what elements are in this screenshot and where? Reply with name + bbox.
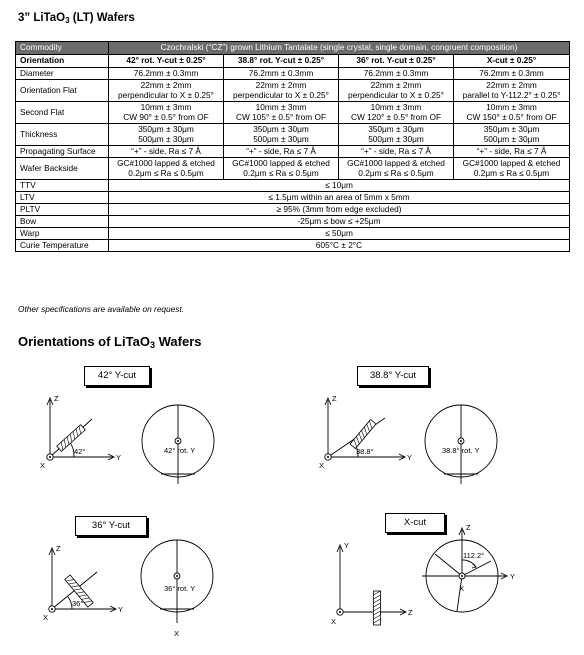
- orientation-row: [16, 55, 570, 68]
- row-label: Orientation: [16, 55, 109, 68]
- prop-cell: “+” - side, Ra ≤ 7 Å: [454, 146, 570, 158]
- thickness-row: [16, 124, 570, 146]
- row-label: Diameter: [16, 68, 109, 80]
- pltv-row: [16, 204, 570, 216]
- diagram-x-cut: [292, 510, 584, 650]
- warp-value: ≤ 50μm: [109, 228, 570, 240]
- row-label: Wafer Backside: [16, 158, 109, 180]
- commodity-row: [16, 42, 570, 55]
- diameter-cell: 76.2mm ± 0.3mm: [109, 68, 224, 80]
- wafers-title: 3” LiTaO$_3$ (LT) Wafers: [18, 12, 135, 25]
- axes-figure: [292, 360, 584, 495]
- thickness-cell: 350μm ± 30μm 500μm ± 30μm: [109, 124, 224, 146]
- diameter-cell: 76.2mm ± 0.3mm: [454, 68, 570, 80]
- second-flat-cell: 10mm ± 3mm CW 120° ± 0.5° from OF: [339, 102, 454, 124]
- wafer-z-label: Z: [466, 523, 471, 532]
- row-label: Warp: [16, 228, 109, 240]
- diagram-42-y-cut: [0, 360, 292, 495]
- x-label: X: [174, 629, 180, 638]
- second-flat-cell: 10mm ± 3mm CW 150° ± 0.5° from OF: [454, 102, 570, 124]
- orientation-cell: 38.8° rot. Y-cut ± 0.25°: [224, 55, 339, 68]
- flat-cell: 22mm ± 2mm perpendicular to X ± 0.25°: [224, 80, 339, 102]
- y-label: Y: [118, 605, 124, 614]
- warp-row: [16, 228, 570, 240]
- wafer-backside-row: [16, 158, 570, 180]
- bow-value: -25μm ≤ bow ≤ +25μm: [109, 216, 570, 228]
- ltv-row: [16, 192, 570, 204]
- wafer-x-label: X: [459, 584, 465, 593]
- orientation-flat-row: [16, 80, 570, 102]
- flat-cell: 22mm ± 2mm parallel to Y-112.2° ± 0.25°: [454, 80, 570, 102]
- thickness-cell: 350μm ± 30μm 500μm ± 30μm: [454, 124, 570, 146]
- backside-cell: GC#1000 lapped & etched 0.2μm ≤ Ra ≤ 0.5μm: [454, 158, 570, 180]
- angle-arrow-icon: [472, 564, 476, 568]
- row-label: Commodity: [16, 42, 109, 55]
- prop-cell: “+” - side, Ra ≤ 7 Å: [339, 146, 454, 158]
- diameter-cell: 76.2mm ± 0.3mm: [224, 68, 339, 80]
- curie-row: [16, 240, 570, 252]
- backside-cell: GC#1000 lapped & etched 0.2μm ≤ Ra ≤ 0.5μm: [224, 158, 339, 180]
- flat-cell: 22mm ± 2mm perpendicular to X ± 0.25°: [109, 80, 224, 102]
- second-flat-row: [16, 102, 570, 124]
- x-label: X: [43, 613, 49, 622]
- z-label: Z: [332, 394, 337, 403]
- angle-arc: [462, 560, 476, 567]
- plate-icon: [350, 419, 376, 448]
- second-flat-line: [462, 561, 491, 576]
- x-label: X: [331, 617, 337, 626]
- y-label: Y: [116, 453, 122, 462]
- angle-label: 42°: [74, 447, 86, 456]
- row-label: Second Flat: [16, 102, 109, 124]
- prop-cell: “+” - side, Ra ≤ 7 Å: [109, 146, 224, 158]
- row-label: PLTV: [16, 204, 109, 216]
- wafer-y-label: Y: [510, 572, 516, 581]
- angle-label: 38.8°: [356, 447, 374, 456]
- ttv-row: [16, 180, 570, 192]
- row-label: TTV: [16, 180, 109, 192]
- z-label: Y: [344, 541, 350, 550]
- row-label: LTV: [16, 192, 109, 204]
- footnote: Other specifications are available on request.: [18, 304, 185, 314]
- diagram-38-8-y-cut: [292, 360, 584, 495]
- row-label: Bow: [16, 216, 109, 228]
- diagram-title: 36° Y-cut: [75, 516, 147, 536]
- backside-cell: GC#1000 lapped & etched 0.2μm ≤ Ra ≤ 0.5μm: [339, 158, 454, 180]
- flat-normal-line: [457, 576, 465, 611]
- second-flat-cell: 10mm ± 3mm CW 90° ± 0.5° from OF: [109, 102, 224, 124]
- z-label: Z: [54, 394, 59, 403]
- x-label: X: [40, 461, 46, 470]
- orientations-title: Orientations of LiTaO$_3$ Wafers: [18, 334, 202, 350]
- wafer-label: 42° rot. Y: [164, 446, 196, 455]
- thickness-cell: 350μm ± 30μm 500μm ± 30μm: [224, 124, 339, 146]
- bow-row: [16, 216, 570, 228]
- flat-direction-line: [435, 554, 462, 576]
- prop-cell: “+” - side, Ra ≤ 7 Å: [224, 146, 339, 158]
- orientation-cell: 42° rot. Y-cut ± 0.25°: [109, 55, 224, 68]
- diagram-36-y-cut: [0, 510, 292, 650]
- wafer-label: 38.8° rot. Y: [442, 446, 480, 455]
- x-label: X: [319, 461, 325, 470]
- row-label: Orientation Flat: [16, 80, 109, 102]
- angle-label: 112.2°: [463, 551, 485, 560]
- orientation-cell: X-cut ± 0.25°: [454, 55, 570, 68]
- wafer-spec-table: [15, 41, 570, 252]
- pltv-value: ≥ 95% (3mm from edge excluded): [109, 204, 570, 216]
- commodity-value: Czochralski (“CZ”) grown Lithium Tantalate (single crystal, single domain, congruent composition): [109, 42, 570, 55]
- ltv-value: ≤ 1.5μm within an area of 5mm x 5mm: [109, 192, 570, 204]
- z-label: Z: [56, 544, 61, 553]
- diagram-title: X-cut: [385, 513, 445, 533]
- flat-cell: 22mm ± 2mm perpendicular to X ± 0.25°: [339, 80, 454, 102]
- angle-label: 36°: [72, 599, 84, 608]
- row-label: Propagating Surface: [16, 146, 109, 158]
- row-label: Thickness: [16, 124, 109, 146]
- thickness-cell: 350μm ± 30μm 500μm ± 30μm: [339, 124, 454, 146]
- plate-icon: [374, 591, 381, 625]
- curie-value: 605°C ± 2°C: [109, 240, 570, 252]
- wafer-label: 36° rot. Y: [164, 584, 196, 593]
- propagating-surface-row: [16, 146, 570, 158]
- y-label: Y: [407, 453, 413, 462]
- y-label: Z: [408, 608, 413, 617]
- diameter-cell: 76.2mm ± 0.3mm: [339, 68, 454, 80]
- row-label: Curie Temperature: [16, 240, 109, 252]
- diagram-title: 42° Y-cut: [84, 366, 150, 386]
- backside-cell: GC#1000 lapped & etched 0.2μm ≤ Ra ≤ 0.5μm: [109, 158, 224, 180]
- second-flat-cell: 10mm ± 3mm CW 105° ± 0.5° from OF: [224, 102, 339, 124]
- diagram-title: 38.8° Y-cut: [357, 366, 429, 386]
- ttv-value: ≤ 10μm: [109, 180, 570, 192]
- diameter-row: [16, 68, 570, 80]
- orientation-cell: 36° rot. Y-cut ± 0.25°: [339, 55, 454, 68]
